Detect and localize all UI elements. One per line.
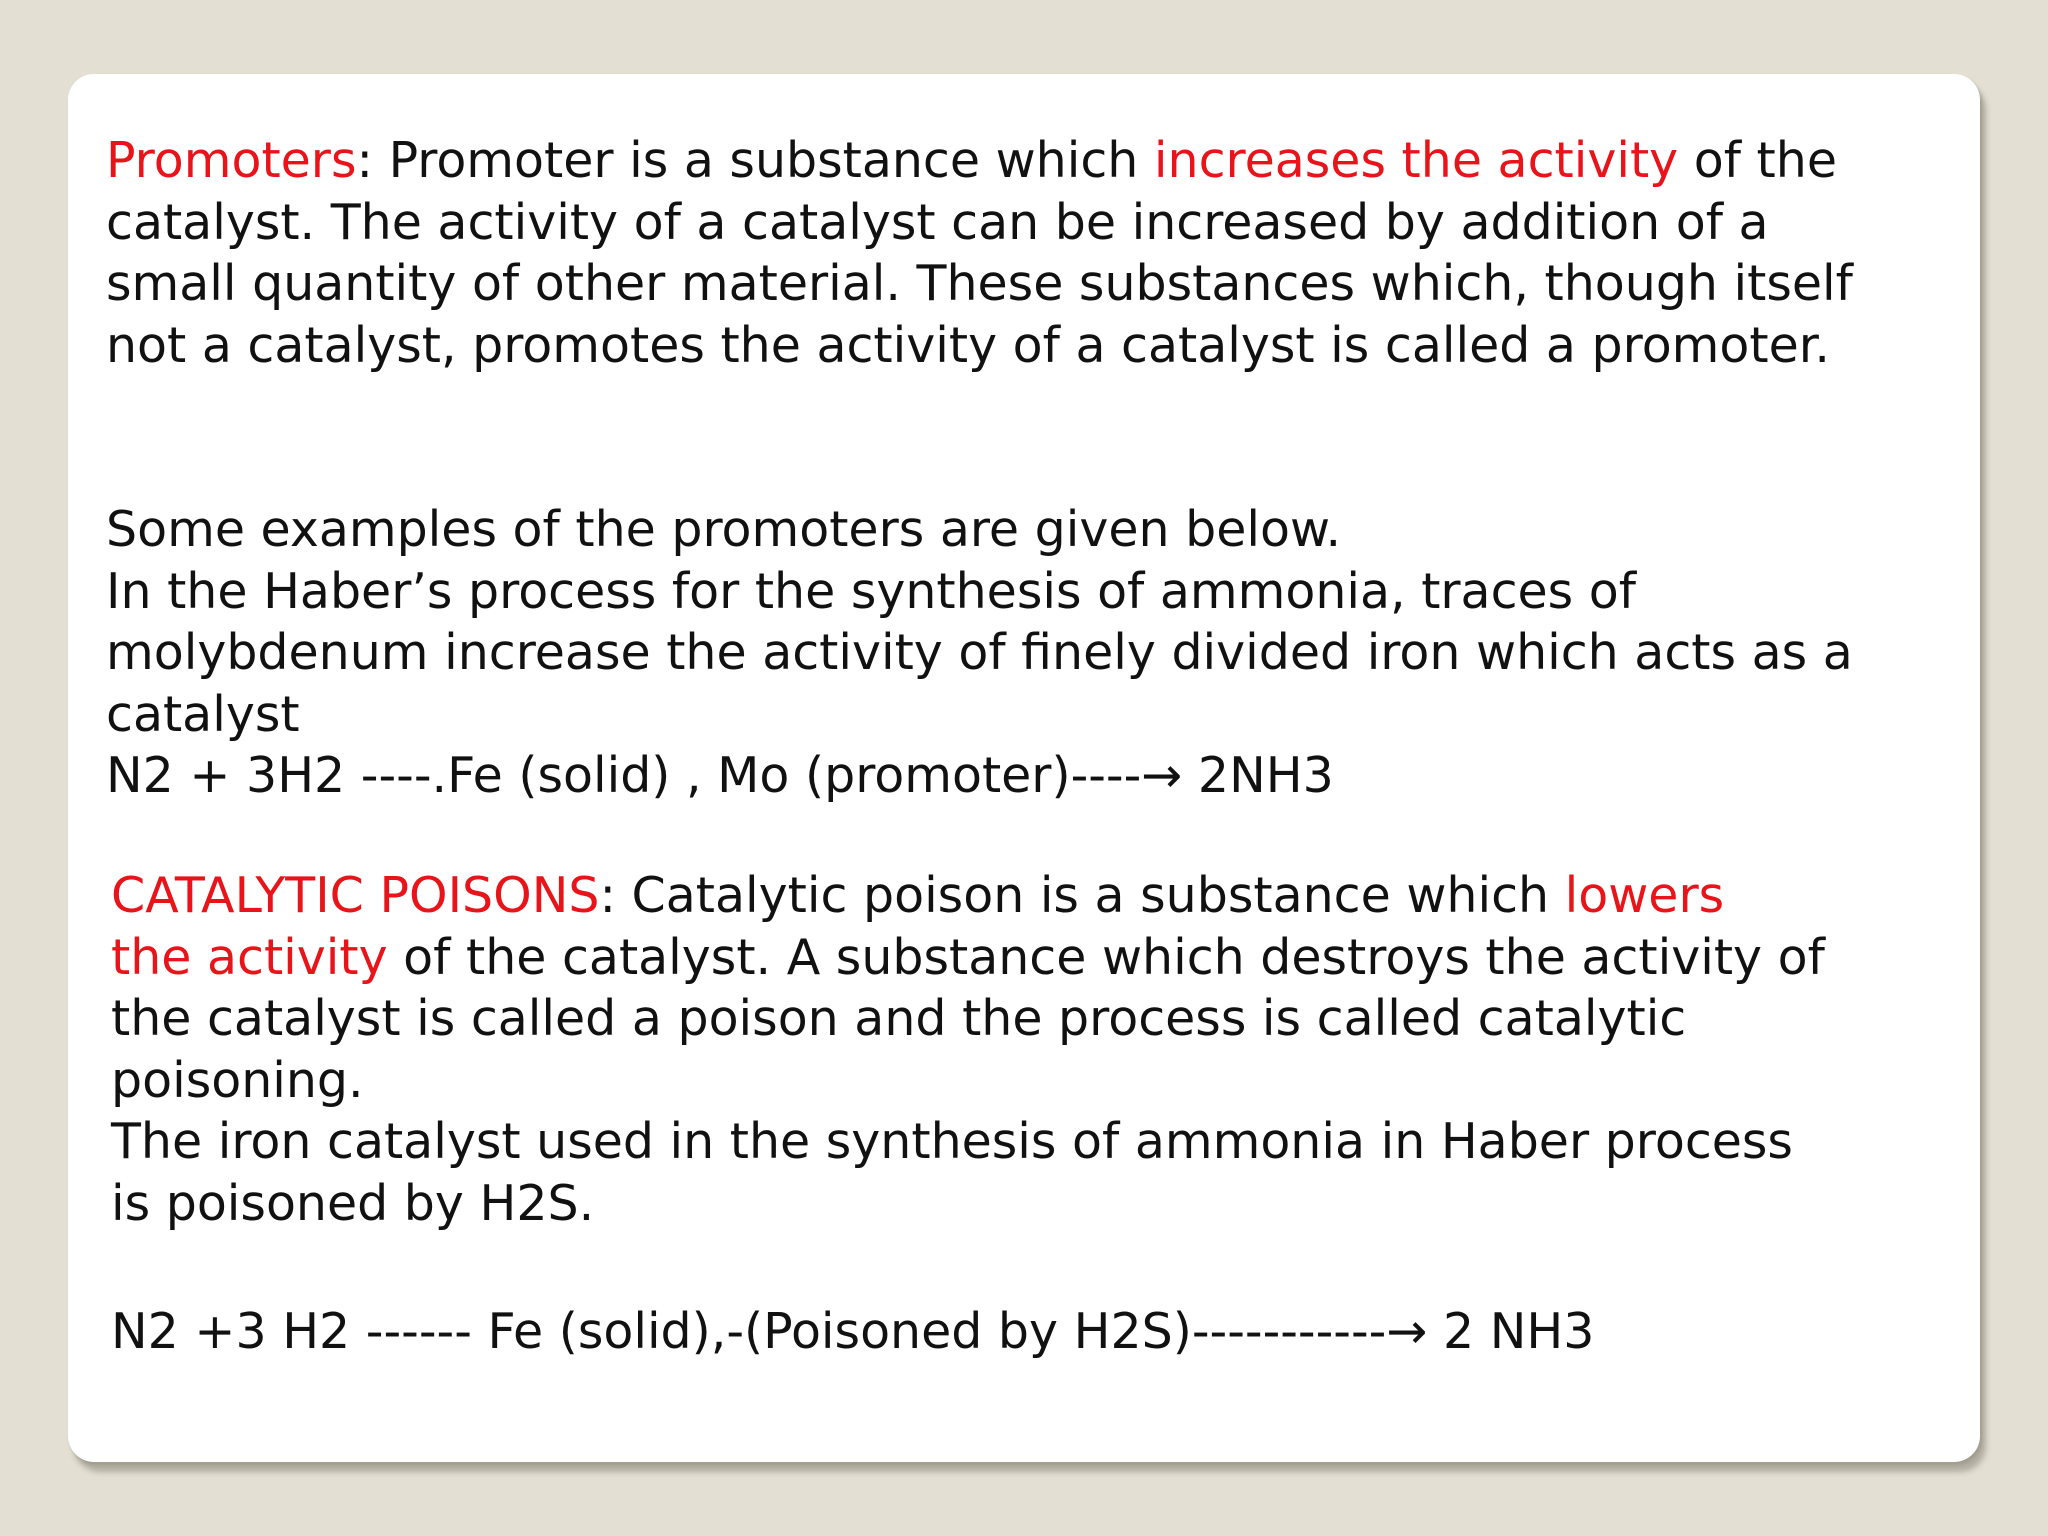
promoters-line-3: small quantity of other material. These substances which, though itself — [106, 255, 1853, 312]
poisons-highlight-2: the activity — [111, 928, 388, 986]
poisons-definition-start: : Catalytic poison is a substance which — [599, 867, 1565, 924]
promoters-definition-start: : Promoter is a substance which — [356, 132, 1154, 189]
examples-paragraph — [106, 499, 1853, 807]
poisons-line-5: The iron catalyst used in the synthesis of ammonia in Haber process — [111, 1113, 1793, 1170]
promoters-highlight: increases the activity — [1153, 132, 1679, 189]
poisons-line-1 — [111, 865, 1825, 927]
poisons-line-2 — [111, 927, 1825, 989]
poison-equation-paragraph — [111, 1301, 1594, 1363]
poisons-term: CATALYTIC POISONS — [111, 867, 600, 924]
promoters-paragraph — [106, 130, 1853, 376]
promoters-term: Promoters — [106, 132, 357, 189]
examples-line-4: catalyst — [106, 685, 300, 743]
promoters-line-4: not a catalyst, promotes the activity of a catalyst is called a promoter. — [106, 316, 1830, 374]
poison-equation: N2 +3 H2 ------ Fe (solid),-(Poisoned by H2S)-----------→ 2 NH3 — [111, 1303, 1595, 1360]
poisons-line-6: is poisoned by H2S. — [111, 1174, 595, 1232]
promoters-line-1 — [106, 130, 1853, 192]
examples-line-1: Some examples of the promoters are given below. — [106, 501, 1342, 558]
promoters-line-2: catalyst. The activity of a catalyst can be increased by addition of a — [106, 193, 1769, 251]
examples-line-2: In the Haber’s process for the synthesis of ammonia, traces of — [106, 562, 1637, 620]
examples-line-3: molybdenum increase the activity of finely divided iron which acts as a — [106, 624, 1853, 681]
poisons-line-3: the catalyst is called a poison and the process is called catalytic — [111, 990, 1687, 1047]
poisons-line-4: poisoning. — [111, 1051, 364, 1109]
promoters-definition-end: of the — [1678, 132, 1837, 189]
poisons-highlight-1: lowers — [1564, 867, 1725, 924]
poisons-definition-cont: of the catalyst. A substance which destroys the activity of — [387, 928, 1825, 986]
poisons-paragraph — [111, 865, 1825, 1234]
slide-card — [68, 74, 1980, 1462]
promoter-equation: N2 + 3H2 ----.Fe (solid) , Mo (promoter)----→ 2NH3 — [106, 747, 1334, 804]
